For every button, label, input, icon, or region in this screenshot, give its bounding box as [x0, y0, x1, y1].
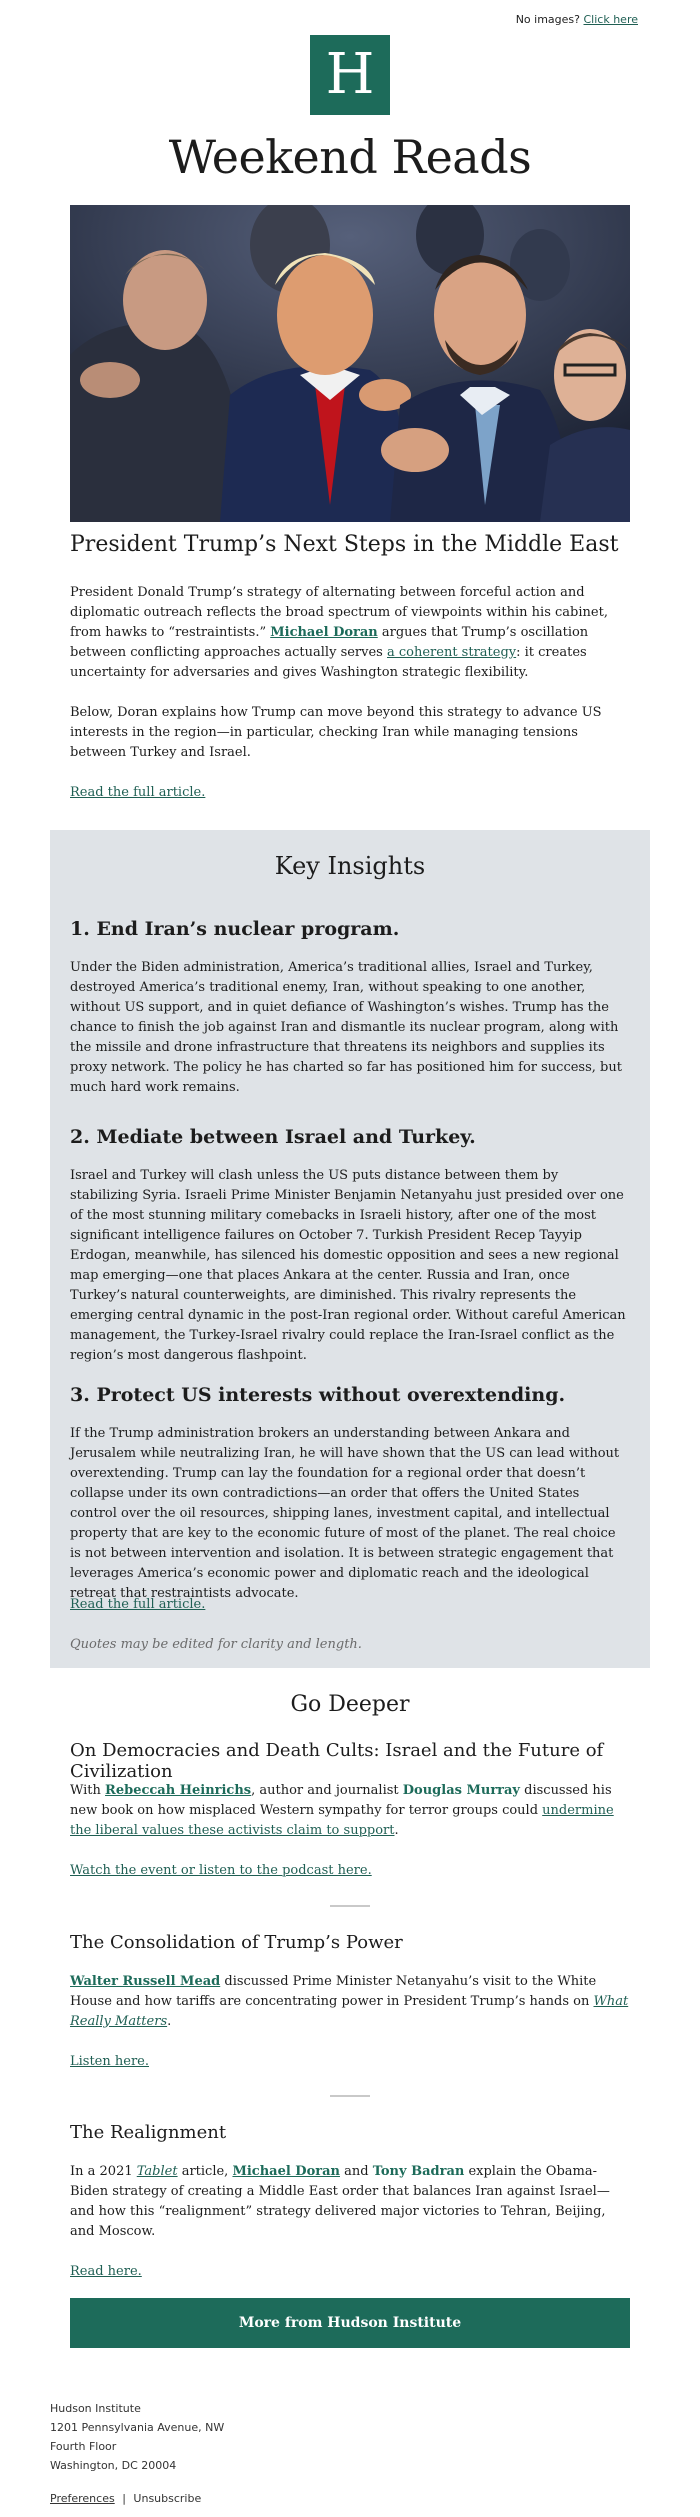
author-link-michael-doran[interactable]: Michael Doran	[270, 625, 378, 640]
footer-separator: |	[122, 2492, 126, 2505]
what-really-matters-link[interactable]: What Really Matters	[70, 1994, 629, 2029]
person-link-rebeccah-heinrichs[interactable]: Rebeccah Heinrichs	[105, 1783, 252, 1798]
hero-image[interactable]	[70, 205, 630, 522]
event-title-realignment: The Realignment	[70, 2122, 227, 2143]
preferences-link[interactable]: Preferences	[50, 2492, 115, 2505]
coherent-strategy-link[interactable]: a coherent strategy	[386, 645, 517, 660]
footer-org: Hudson Institute	[50, 2402, 141, 2415]
event-consolidation-body	[70, 1972, 630, 2072]
footer-links	[50, 2492, 201, 2505]
event3-text-c: and	[339, 2164, 373, 2179]
story-p1-text-c: : it creates uncertainty for adversaries and gives Washington strategic flexibility.	[70, 645, 587, 680]
read-full-article-link[interactable]: Read the full article.	[70, 785, 206, 800]
event-realignment-paragraph	[70, 2162, 630, 2242]
hudson-logo[interactable]: H	[310, 35, 390, 115]
insight-1-body: Under the Biden administration, America’s traditional allies, Israel and Turkey, destroyed America’s traditional enemy, Iran, without speaking to one another, without US support, and in quiet defiance of Washington’s wishes. Trump has the chance to finish the job against Iran and dismantle its nuclear program, along with the missile and drone infrastructure that threatens its neighbors and supplies its proxy network. The policy he has charted so far has positioned him for success, but much hard work remains.	[70, 960, 622, 1095]
story-title: President Trump’s Next Steps in the Middle East	[70, 532, 619, 557]
undermine-liberal-values-link[interactable]: undermine the liberal values these activists claim to support	[70, 1803, 614, 1838]
event1-cta-wrap	[70, 1861, 630, 1881]
hero-photo-illustration	[70, 205, 630, 522]
story-paragraph-1	[70, 583, 630, 683]
section-divider-1	[330, 1905, 370, 1907]
event-democracies-body	[70, 1781, 630, 1881]
event1-text-d: .	[394, 1823, 399, 1838]
page-title: Weekend Reads	[168, 130, 532, 184]
footer-address-line-2: Fourth Floor	[50, 2440, 117, 2453]
person-tony-badran: Tony Badran	[372, 2164, 465, 2179]
person-link-michael-doran-2[interactable]: Michael Doran	[232, 2164, 340, 2179]
more-from-hudson-button[interactable]: More from Hudson Institute	[70, 2298, 630, 2348]
click-here-link[interactable]: Click here	[583, 13, 638, 26]
story-intro	[70, 583, 630, 803]
event2-text-b: .	[167, 2014, 172, 2029]
event-title-democracies: On Democracies and Death Cults: Israel and the Future of Civilization	[70, 1740, 604, 1782]
insight-3-heading: 3. Protect US interests without overextending.	[70, 1384, 566, 1406]
event2-text-a: discussed Prime Minister Netanyahu’s visit to the White House and how tariffs are concentrating power in President Trump’s hands on	[70, 1974, 597, 2009]
quotes-edited-note: Quotes may be edited for clarity and length.	[70, 1637, 362, 1652]
story-read-link-wrap	[70, 783, 630, 803]
event3-text-b: article,	[177, 2164, 233, 2179]
event3-text-a: In a 2021	[70, 2164, 137, 2179]
footer-address-line-3: Washington, DC 20004	[50, 2459, 177, 2472]
insights-read-link-wrap	[70, 1595, 630, 1615]
person-douglas-murray: Douglas Murray	[402, 1783, 520, 1798]
no-images-text: No images?	[515, 13, 580, 26]
listen-here-link[interactable]: Listen here.	[70, 2054, 149, 2069]
event-realignment-body	[70, 2162, 630, 2282]
event-title-consolidation: The Consolidation of Trump’s Power	[70, 1932, 403, 1953]
section-divider-2	[330, 2095, 370, 2097]
event1-text-a: With	[70, 1783, 106, 1798]
event3-cta-wrap	[70, 2262, 630, 2282]
story-paragraph-2: Below, Doran explains how Trump can move beyond this strategy to advance US interests in the region—in particular, checking Iran while managing tensions between Turkey and Israel.	[70, 705, 602, 760]
story-p1-text-b: argues that Trump’s oscillation between conflicting approaches actually serves	[70, 625, 589, 660]
unsubscribe-link[interactable]: Unsubscribe	[133, 2492, 202, 2505]
insight-3-body: If the Trump administration brokers an understanding between Ankara and Jerusalem while neutralizing Iran, he will have shown that the US can lead without overextending. Trump can lay the foundation for a regional order that doesn’t collapse under its own contradictions—an order that offers the United States control over the oil resources, shipping lanes, investment capital, and intellectual property that are key to the economic future of most of the planet. The real choice is not between intervention and isolation. It is between strategic engagement that leverages America’s economic power and diplomatic reach and the ideological retreat that restraintists advocate.	[70, 1426, 620, 1601]
event3-text-d: explain the Obama-Biden strategy of creating a Middle East order that balances Iran against Israel—and how this “realignment” strategy delivered major victories to Tehran, Beijing, and Moscow.	[70, 2164, 610, 2239]
footer-address-line-1: 1201 Pennsylvania Avenue, NW	[50, 2421, 225, 2434]
insight-2-body: Israel and Turkey will clash unless the US puts distance between them by stabilizing Syria. Israeli Prime Minister Benjamin Netanyahu just presided over one of the most stunning military comebacks in Israeli history, after one of the most significant intelligence failures on October 7. Turkish President Recep Tayyip Erdogan, meanwhile, has silenced his domestic opposition and sees a new regional map emerging—one that places Ankara at the center. Russia and Iran, once Turkey’s natural counterweights, are diminished. This rivalry represents the emerging central dynamic in the post-Iran regional order. Without careful American management, the Turkey-Israel rivalry could replace the Iran-Israel conflict as the region’s most dangerous flashpoint.	[70, 1168, 626, 1363]
footer-address	[50, 2399, 224, 2475]
person-link-walter-russell-mead[interactable]: Walter Russell Mead	[70, 1974, 221, 1989]
read-here-link[interactable]: Read here.	[70, 2264, 142, 2279]
go-deeper-title: Go Deeper	[290, 1692, 410, 1717]
insight-2-heading: 2. Mediate between Israel and Turkey.	[70, 1126, 476, 1148]
event-democracies-paragraph	[70, 1781, 630, 1841]
insight-1-heading: 1. End Iran’s nuclear program.	[70, 918, 400, 940]
event-consolidation-paragraph	[70, 1972, 630, 2032]
tablet-link[interactable]: Tablet	[136, 2164, 178, 2179]
key-insights-title: Key Insights	[274, 852, 426, 880]
event1-text-c: discussed his new book on how misplaced Western sympathy for terror groups could	[70, 1783, 612, 1818]
watch-event-link[interactable]: Watch the event or listen to the podcast here.	[70, 1863, 372, 1878]
event1-text-b: , author and journalist	[251, 1783, 403, 1798]
insights-read-full-article-link[interactable]: Read the full article.	[70, 1597, 206, 1612]
event2-cta-wrap	[70, 2052, 630, 2072]
no-images-notice	[516, 13, 638, 26]
story-p1-text-a: President Donald Trump’s strategy of alternating between forceful action and diplomatic outreach reflects the broad spectrum of viewpoints within his cabinet, from hawks to “restraintists.”	[70, 585, 608, 640]
key-insights-panel	[50, 830, 650, 1668]
